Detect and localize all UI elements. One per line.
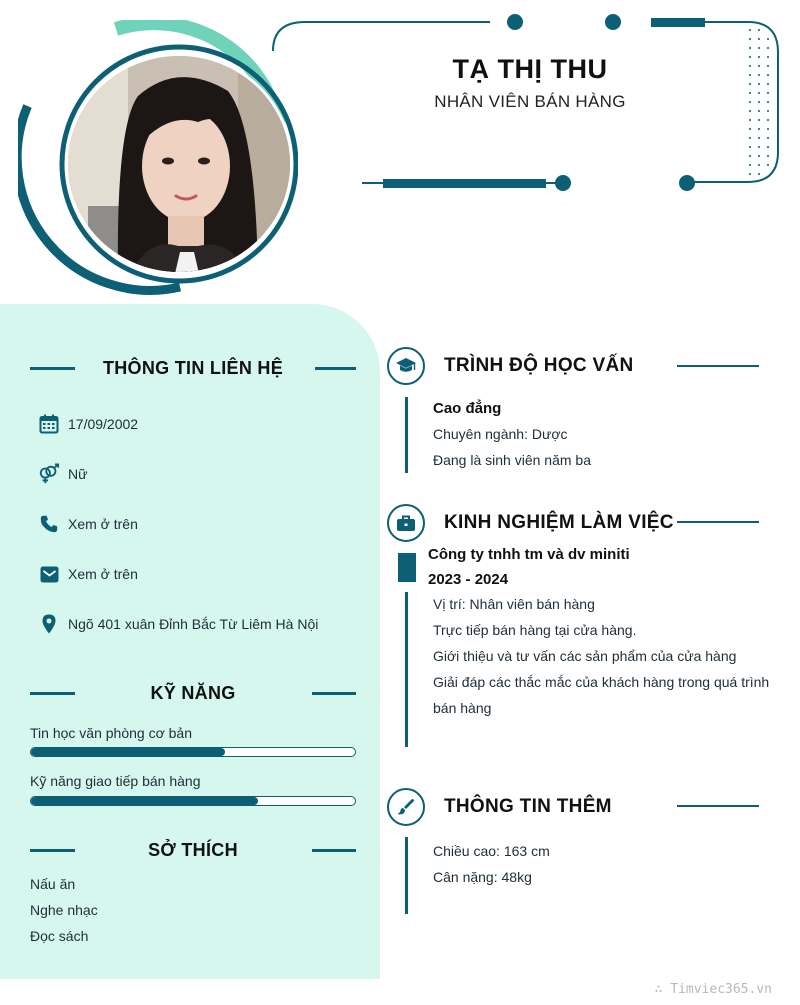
experience-marker xyxy=(398,553,416,582)
phone-value: Xem ở trên xyxy=(68,516,138,532)
divider xyxy=(30,367,75,370)
contact-item-birthday xyxy=(38,412,138,436)
avatar-frame xyxy=(18,20,298,300)
hobby-item: Đọc sách xyxy=(30,928,89,944)
phone-icon xyxy=(38,513,60,535)
contact-item-phone xyxy=(38,512,138,536)
experience-line: bán hàng xyxy=(433,700,492,716)
skill-bar xyxy=(30,747,356,757)
skill-bar-fill xyxy=(31,748,225,756)
contact-item-gender xyxy=(38,462,87,486)
paintbrush-icon xyxy=(387,788,425,826)
divider xyxy=(677,365,759,367)
contact-section-title: THÔNG TIN LIÊN HỆ xyxy=(102,358,284,378)
divider xyxy=(677,521,759,523)
briefcase-icon xyxy=(387,504,425,542)
skill-label: Kỹ năng giao tiếp bán hàng xyxy=(30,773,201,789)
graduation-cap-icon xyxy=(387,347,425,385)
extra-height: Chiều cao: 163 cm xyxy=(433,843,550,859)
candidate-name: TẠ THỊ THU xyxy=(452,54,608,84)
birthday-value: 17/09/2002 xyxy=(68,416,139,432)
divider xyxy=(312,849,356,852)
education-degree: Cao đẳng xyxy=(433,400,502,417)
divider xyxy=(315,367,356,370)
hobbies-section-title: SỞ THÍCH xyxy=(148,840,238,860)
contact-item-address xyxy=(38,612,318,636)
watermark-dots-icon: ∴ xyxy=(654,982,671,997)
hobby-item: Nghe nhạc xyxy=(30,902,98,918)
divider xyxy=(30,849,75,852)
education-major: Chuyên ngành: Dược xyxy=(433,426,568,442)
experience-line: Giới thiệu và tư vấn các sản phẩm của cửa hàng xyxy=(433,648,737,664)
extra-section-title: THÔNG TIN THÊM xyxy=(444,796,612,817)
divider xyxy=(677,805,759,807)
skill-bar-fill xyxy=(31,797,258,805)
email-value: Xem ở trên xyxy=(68,566,138,582)
gender-icon xyxy=(38,463,60,485)
email-icon xyxy=(38,563,60,585)
profile-photo xyxy=(68,56,293,275)
experience-line: Vị trí: Nhân viên bán hàng xyxy=(433,596,595,612)
gender-value: Nữ xyxy=(68,466,88,482)
watermark xyxy=(655,982,772,997)
job-title: NHÂN VIÊN BÁN HÀNG xyxy=(434,92,626,111)
timeline-line xyxy=(405,592,408,747)
avatar xyxy=(65,53,293,275)
extra-weight: Cân nặng: 48kg xyxy=(433,869,532,885)
experience-company: Công ty tnhh tm và dv miniti xyxy=(428,546,630,563)
location-icon xyxy=(38,613,60,635)
hobby-item: Nấu ăn xyxy=(30,876,76,892)
skill-label: Tin học văn phòng cơ bản xyxy=(30,725,192,741)
address-value: Ngõ 401 xuân Đỉnh Bắc Từ Liêm Hà Nội xyxy=(68,616,319,632)
contact-item-email xyxy=(38,562,138,586)
divider xyxy=(312,692,356,695)
timeline-line xyxy=(405,837,408,914)
skills-section-title: KỸ NĂNG xyxy=(150,683,236,703)
timeline-line xyxy=(405,397,408,473)
experience-line: Giải đáp các thắc mắc của khách hàng trong quá trình xyxy=(433,674,770,690)
experience-period: 2023 - 2024 xyxy=(428,571,509,588)
experience-line: Trực tiếp bán hàng tại cửa hàng. xyxy=(433,622,637,638)
education-section-title: TRÌNH ĐỘ HỌC VẤN xyxy=(444,355,634,376)
watermark-text: Timviec365.vn xyxy=(670,982,772,997)
skill-bar xyxy=(30,796,356,806)
experience-section-title: KINH NGHIỆM LÀM VIỆC xyxy=(444,512,674,533)
divider xyxy=(30,692,75,695)
calendar-icon xyxy=(38,413,60,435)
education-status: Đang là sinh viên năm ba xyxy=(433,452,591,468)
